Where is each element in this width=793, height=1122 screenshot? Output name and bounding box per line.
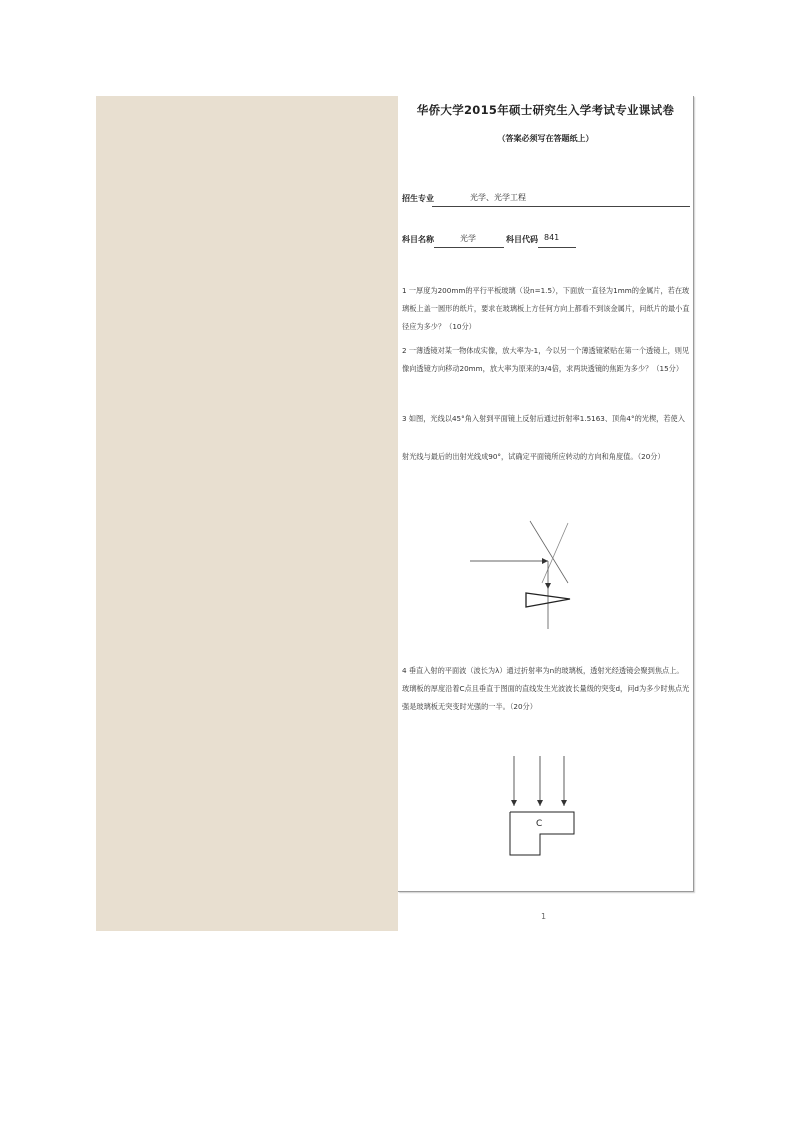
- question-3: 3 如图，光线以45°角入射到平面镜上反射后通过折射率1.5163、顶角4°的光楔，若使入射光线与最后的出射光线成90°，试确定平面镜所应转动的方向和角度值。（20分）: [402, 414, 685, 461]
- reflected-arrow: [545, 583, 551, 589]
- point-c-label: C: [536, 819, 543, 829]
- incident-arrow: [542, 558, 548, 564]
- code-underline: [538, 247, 576, 248]
- mirror-wedge-diagram: [458, 521, 608, 633]
- code-label: 科目代码: [506, 235, 538, 244]
- exam-title: 华侨大学2015年硕士研究生入学考试专业课试卷: [416, 103, 675, 117]
- glass-plate-diagram: [498, 756, 598, 866]
- page-number: 1: [541, 912, 547, 921]
- major-value: 光学、光学工程: [470, 193, 526, 202]
- major-label: 招生专业: [402, 194, 434, 203]
- exam-paper: [398, 96, 694, 892]
- subject-value: 光学: [460, 234, 476, 243]
- mirror-line: [530, 521, 568, 583]
- question-4: 4 垂直入射的平面波（波长为λ）通过折射率为n的玻璃板，透射光经透镜会聚到焦点上。玻璃板的厚度沿着C点且垂直于图面的直线发生光波波长量级的突变d，问d为多少时焦点光强是玻璃板无突变时光强的一半。（20分）: [402, 666, 690, 711]
- exam-subtitle: （答案必须写在答题纸上）: [497, 134, 594, 143]
- question-1: 1 一厚度为200mm的平行平板玻璃（设n=1.5），下面放一直径为1mm的金属片，若在玻璃板上盖一圆形的纸片，要求在玻璃板上方任何方向上都看不到该金属片，问纸片的最小直径应为多少？（10分）: [402, 286, 690, 331]
- code-value: 841: [544, 233, 560, 242]
- subject-underline: [434, 247, 504, 248]
- major-underline: [432, 206, 690, 207]
- subject-label: 科目名称: [402, 235, 434, 244]
- question-2: 2 一薄透镜对某一物体成实像，放大率为-1，今以另一个薄透镜紧贴在第一个透镜上，则见像向透镜方向移动20mm，放大率为原来的3/4倍，求两块透镜的焦距为多少？（15分）: [402, 346, 690, 373]
- normal-line: [542, 523, 568, 583]
- left-background-panel: [96, 96, 398, 931]
